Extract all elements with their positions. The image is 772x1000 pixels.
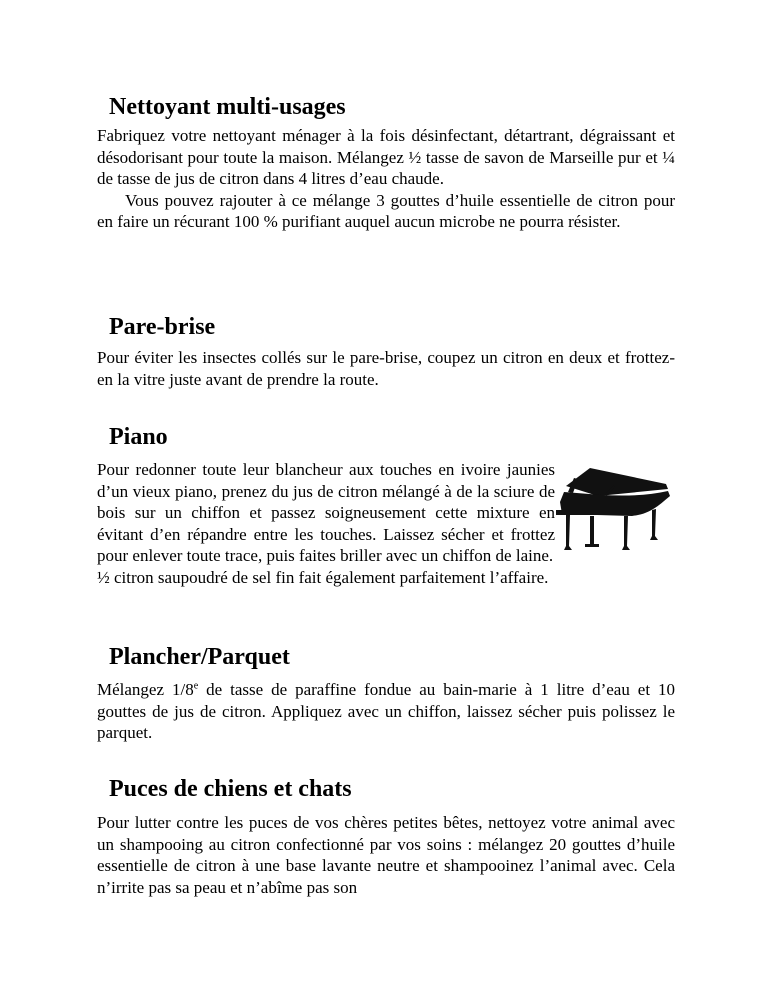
paragraph [97,679,675,744]
text-run: Mélangez 1/8 [97,680,194,699]
paragraph: Fabriquez votre nettoyant ménager à la fois désinfectant, détartrant, dégraissant et désodorisant pour toute la maison. Mélangez ½ tasse de savon de Marseille pur et ¼ de tasse de jus de citron dans 4 litres d’eau chaude. [97,126,675,188]
section-pare-brise [97,312,675,390]
paragraph: Pour éviter les insectes collés sur le pare-brise, coupez un citron en deux et frottez-en la vitre juste avant de prendre la route. [97,348,675,389]
grand-piano-icon [554,462,674,562]
paragraph: ½ citron saupoudré de sel fin fait également parfaitement l’affaire. [97,567,549,587]
section-nettoyant [97,92,675,233]
section-title: Puces de chiens et chats [109,776,352,802]
section-title: Nettoyant multi-usages [109,94,346,120]
section-puces [97,774,675,898]
superscript: e [193,680,199,692]
paragraph: Pour lutter contre les puces de vos chères petites bêtes, nettoyez votre animal avec un shampooing au citron confectionné par vos soins : mélangez 20 gouttes d’huile essentielle de citron à une base lavante neutre et shampooinez l’animal avec. Cela n’irrite pas sa peau et n’abîme pas son [97,813,675,897]
paragraph: Vous pouvez rajouter à ce mélange 3 gouttes d’huile essentielle de citron pour en faire un récurant 100 % purifiant auquel aucun microbe ne pourra résister. [97,190,675,231]
section-plancher [97,642,675,744]
paragraph: Pour redonner toute leur blancheur aux touches en ivoire jaunies d’un vieux piano, prenez du jus de citron mélangé à de la sciure de bois sur un chiffon et passez soigneusement cette mixture en évitant d’en répandre entre les touches. Laissez sécher et frottez pour enlever toute trace, puis faites briller avec un chiffon de laine. [97,460,555,565]
section-title: Plancher/Parquet [109,644,290,670]
text-run: de tasse de paraffine fondue au bain-marie à 1 litre d’eau et 10 gouttes de jus de citron. Appliquez avec un chiffon, laissez sécher puis polissez le parquet. [97,680,675,742]
section-title: Pare-brise [109,314,216,340]
section-title: Piano [109,424,168,450]
